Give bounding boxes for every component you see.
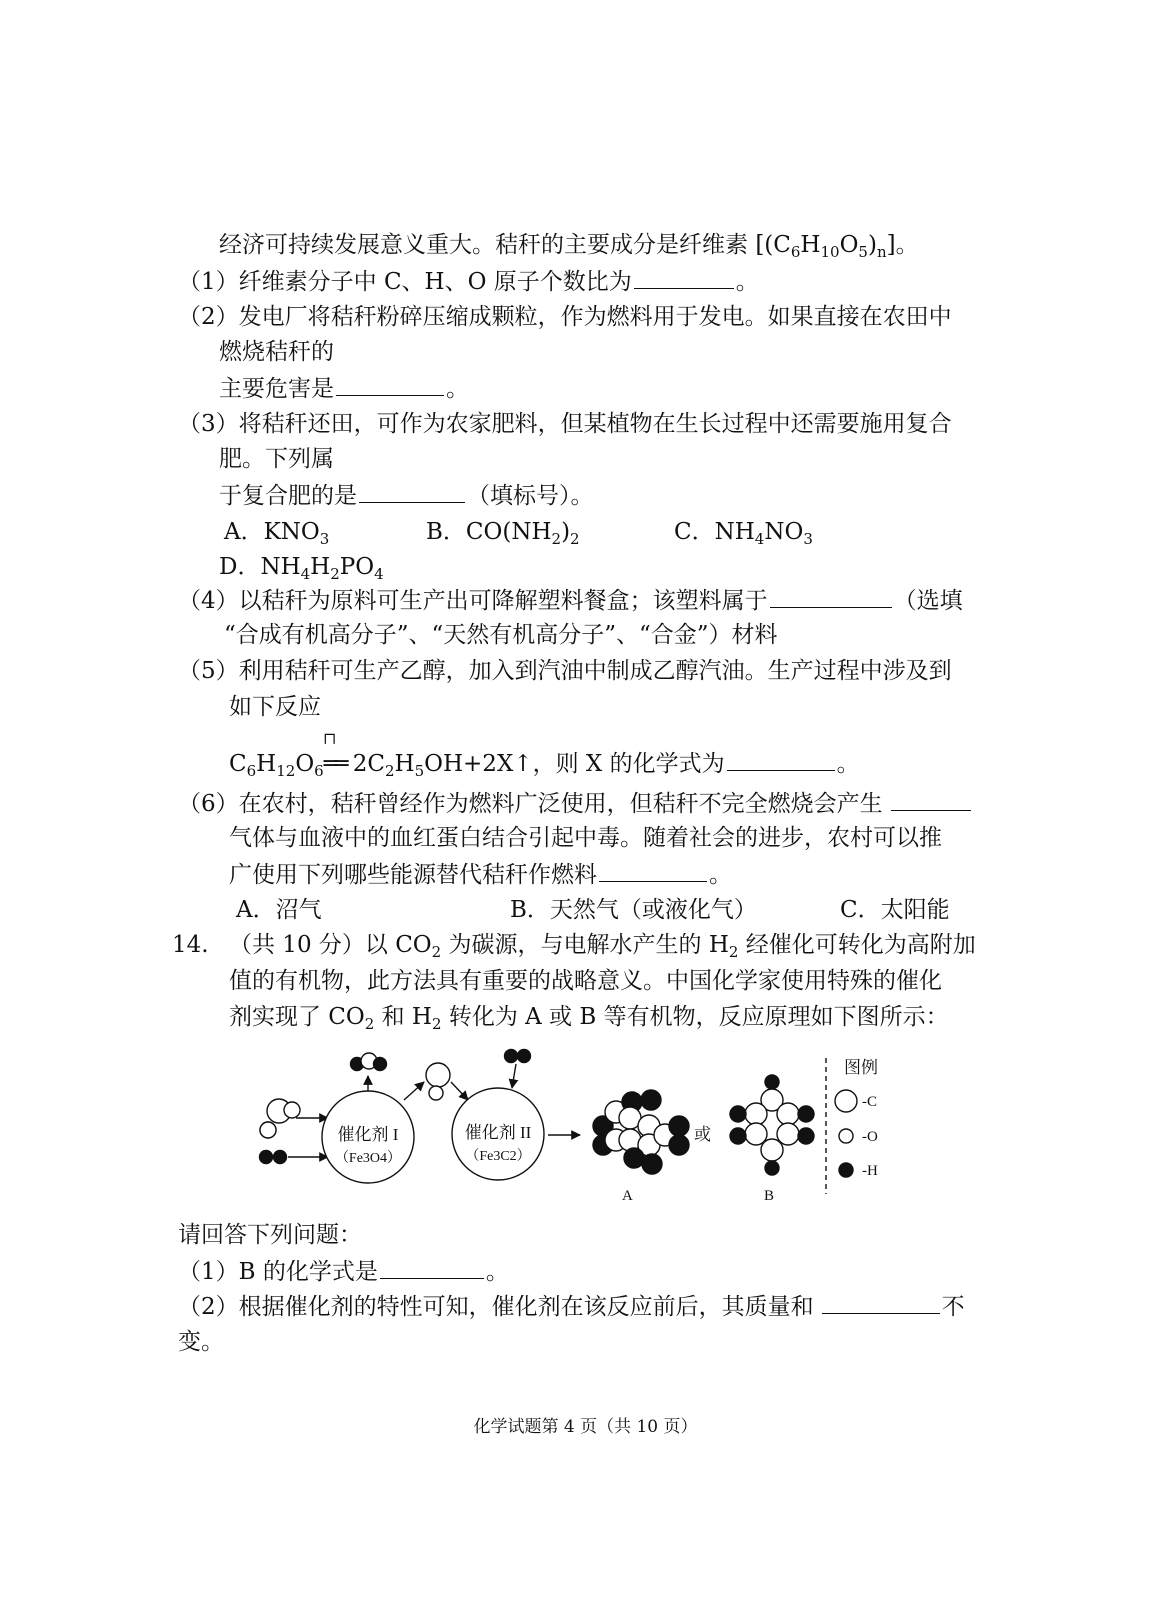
- option-c: C．$NH_4NO_3$: [674, 519, 813, 548]
- question-4: [178, 585, 963, 616]
- question-number: （2）: [178, 1294, 239, 1320]
- question-text: 在农村，秸秆曾经作为燃料广泛使用，但秸秆不完全燃烧会产生: [238, 791, 883, 817]
- question-6: [178, 788, 973, 819]
- question-14-number: 14.: [172, 932, 209, 958]
- answer-blank[interactable]: [380, 1256, 484, 1279]
- answer-blank[interactable]: [599, 859, 707, 882]
- option-b: B．$CO(NH_2)_2$: [426, 519, 580, 548]
- question-text: 根据催化剂的特性可知，催化剂在该反应前后，其质量和: [238, 1294, 814, 1320]
- intro-text: 经济可持续发展意义重大。秸秆的主要成分是纤维素: [219, 232, 748, 258]
- question-3: [178, 409, 952, 439]
- question-number: （5）: [178, 658, 239, 684]
- question-text: 纤维素分子中 C、H、O 原子个数比为: [238, 269, 632, 295]
- option-a: A．沼气: [236, 897, 322, 923]
- question-text: ，则 X 的化学式为: [532, 751, 725, 777]
- or-label: 或: [694, 1125, 711, 1144]
- legend-h-label: -H: [862, 1163, 878, 1179]
- punctuation: 。: [446, 376, 469, 402]
- reaction-equation: $C_6H_{12}O_6══$ $2C_2H_5OH+2X↑$，则 X 的化学式为 。: [229, 748, 860, 779]
- question-number: （4）: [178, 588, 239, 614]
- question-text: （选填: [893, 588, 963, 614]
- question-text: （填标号）。: [467, 483, 594, 509]
- intro-line: [219, 230, 919, 260]
- answer-question-2: [178, 1291, 965, 1322]
- question-number: （6）: [178, 791, 239, 817]
- question-text: 主要危害是: [219, 376, 334, 402]
- reaction-diagram: [258, 1058, 898, 1210]
- punctuation: 。: [709, 862, 732, 888]
- question-text: 利用秸秆可生产乙醇，加入到汽油中制成乙醇汽油。生产过程中涉及到: [238, 658, 952, 684]
- question-number: （2）: [178, 304, 239, 330]
- legend-c-symbol: [835, 1090, 857, 1112]
- catalyst-1-formula: （Fe3O4）: [334, 1151, 402, 1166]
- h2o-molecule-output: [351, 1053, 387, 1071]
- question-14-line-2: 值的有机物，此方法具有重要的战略意义。中国化学家使用特殊的催化: [229, 968, 942, 994]
- answer-question-1: [178, 1256, 509, 1287]
- legend-o-label: -O: [862, 1129, 878, 1145]
- h2-molecule-input: [260, 1151, 287, 1164]
- product-a-label: A: [622, 1188, 633, 1204]
- question-14-line-3: 剂实现了 $CO_2$ 和 $H_2$ 转化为 A 或 B 等有机物，反应原理如下图所示：: [229, 1004, 949, 1033]
- question-text: 以秸秆为原料可生产出可降解塑料餐盒；该塑料属于: [238, 588, 768, 614]
- question-6-line-2: 气体与血液中的血红蛋白结合引起中毒。随着社会的进步，农村可以推: [229, 825, 942, 851]
- product-a-molecule: [593, 1090, 689, 1174]
- option-d: D．$NH_4H_2PO_4$: [219, 554, 384, 583]
- cellulose-formula: $[(C_6H_{10}O_5)_n]$。: [755, 232, 919, 261]
- question-text: 于复合肥的是: [219, 483, 357, 509]
- punctuation: 。: [836, 751, 860, 777]
- question-text: 不: [941, 1294, 965, 1320]
- option-b: B．天然气（或液化气）: [510, 897, 757, 923]
- product-b-molecule: [730, 1075, 814, 1175]
- question-2: [178, 302, 952, 332]
- question-number: （1）: [178, 269, 239, 295]
- answer-prompt: 请回答下列问题：: [178, 1222, 362, 1248]
- question-14-line-1: （共 10 分）以 $CO_2$ 为碳源，与电解水产生的 $H_2$ 经催化可转化为高附加: [229, 932, 976, 961]
- answer-blank[interactable]: [891, 788, 971, 811]
- legend-c-label: -C: [862, 1094, 877, 1110]
- co2-molecule-input: [260, 1099, 300, 1138]
- question-3-line-2: 肥。下列属: [219, 446, 334, 472]
- question-3-line-3: [219, 480, 594, 511]
- answer-blank[interactable]: [727, 748, 835, 771]
- question-text: 将秸秆还田，可作为农家肥料，但某植物在生长过程中还需要施用复合: [238, 411, 952, 437]
- question-6-line-3: [229, 859, 732, 890]
- question-number: （3）: [178, 411, 239, 437]
- option-c: C．太阳能: [840, 897, 950, 923]
- question-number: （1）: [178, 1259, 239, 1285]
- answer-blank[interactable]: [359, 480, 465, 503]
- legend-h-symbol: [839, 1163, 853, 1177]
- question-5: [178, 656, 952, 686]
- catalyst-2-formula: （Fe3C2）: [465, 1149, 531, 1164]
- option-a: A．$KNO_3$: [224, 519, 330, 548]
- answer-blank[interactable]: [770, 585, 892, 608]
- question-4-line-2: “合成有机高分子”、“天然有机高分子”、“合金”）材料: [224, 622, 778, 648]
- legend-o-symbol: [839, 1129, 853, 1143]
- answer-blank[interactable]: [634, 266, 734, 289]
- answer-blank[interactable]: [822, 1291, 940, 1314]
- answer-blank[interactable]: [336, 373, 444, 396]
- h2-molecule-input-2: [505, 1050, 531, 1063]
- question-2-line-2: 燃烧秸秆的: [219, 339, 334, 365]
- question-text: 广使用下列哪些能源替代秸秆作燃料: [229, 862, 597, 888]
- catalyst-2-label: 催化剂 II: [464, 1123, 532, 1142]
- product-b-label: B: [764, 1188, 775, 1204]
- question-1: [178, 266, 759, 297]
- page-footer: 化学试题第 4 页（共 10 页）: [473, 1417, 698, 1437]
- legend-title: 图例: [844, 1058, 878, 1077]
- question-text: B 的化学式是: [238, 1259, 378, 1285]
- punctuation: 。: [735, 269, 759, 295]
- co-molecule-intermediate: [426, 1063, 450, 1100]
- question-text: 发电厂将秸秆粉碎压缩成颗粒，作为燃料用于发电。如果直接在农田中: [238, 304, 952, 330]
- answer-question-2-line-2: 变。: [178, 1329, 224, 1355]
- catalyst-1-label: 催化剂 I: [337, 1125, 399, 1144]
- question-2-line-3: [219, 373, 469, 404]
- reaction-condition: ⊓: [323, 729, 337, 748]
- question-5-line-2: 如下反应: [229, 694, 321, 720]
- punctuation: 。: [485, 1259, 509, 1285]
